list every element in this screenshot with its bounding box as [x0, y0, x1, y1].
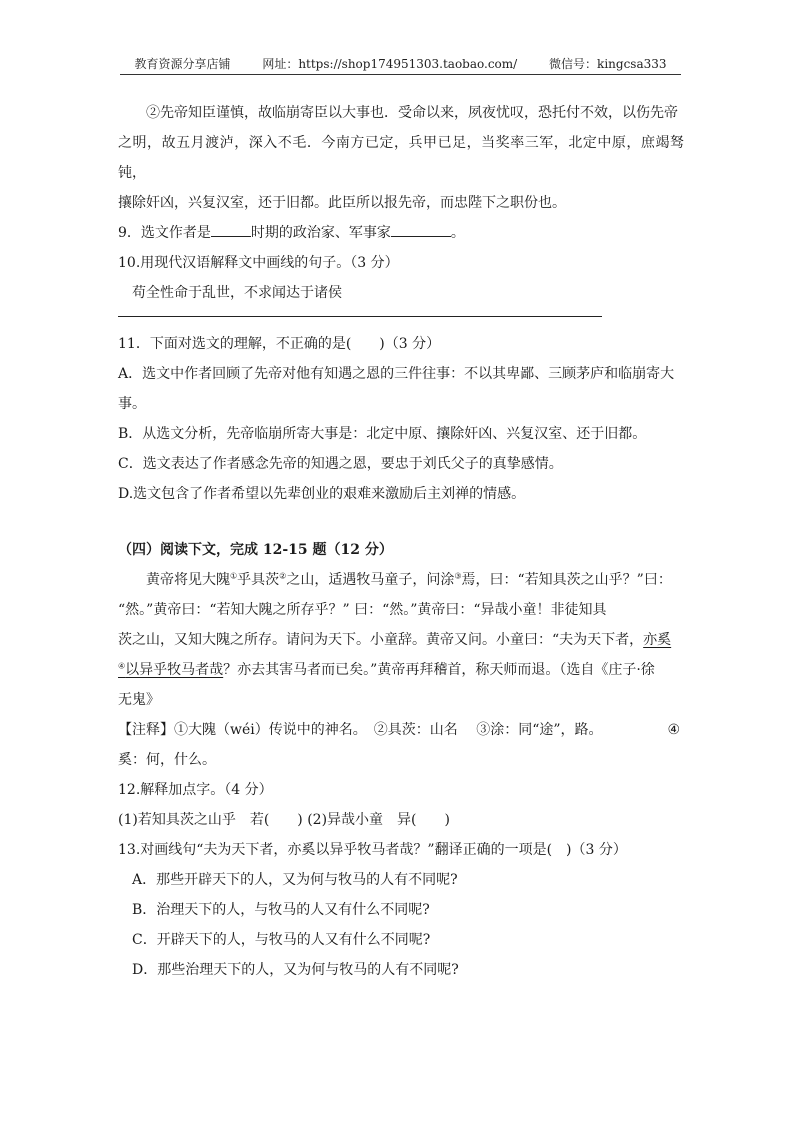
footnote-marker: ④ — [118, 661, 126, 671]
passage-text: 焉，曰：“若知具茨之山乎？”曰： — [461, 572, 672, 588]
option-a — [118, 359, 684, 419]
passage-text: ？亦去其害马者而已矣。”黄帝再拜稽首，称天师而退。（选自《庄子·徐 — [223, 662, 655, 678]
option-b: B．从选文分析，先帝临崩所寄大事是：北定中原、攘除奸凶、兴复汉室、还于旧都。 — [118, 426, 647, 442]
shop-url: 网址：https://shop174951303.taobao.com/ — [262, 57, 518, 71]
classical-passage — [118, 565, 684, 715]
option-a-text: 事。 — [118, 396, 146, 412]
footnote-marker: ② — [279, 571, 287, 581]
passage-text: 无鬼》 — [118, 692, 160, 708]
wechat-id: 微信号：kingcsa333 — [549, 57, 667, 71]
exam-page — [118, 98, 684, 985]
page-header — [120, 56, 681, 72]
passage-paragraph — [118, 98, 684, 218]
question-10-sentence: 苟全性命于乱世，不求闻达于诸侯 — [132, 285, 342, 301]
annotation-line — [118, 715, 684, 745]
passage-text: 黄帝将见大隗 — [146, 572, 230, 588]
passage-line: ②先帝知臣谨慎，故临崩寄臣以大事也．受命以来，夙夜忧叹，恐托付不效，以伤先帝 — [146, 105, 678, 121]
passage-text: “然。”黄帝曰：“若知大隗之所存乎？” 曰：“然。”黄帝曰：“异哉小童！非徒知具 — [118, 602, 607, 618]
passage-text: 乎具茨 — [237, 572, 280, 588]
passage-line: 之明，故五月渡泸，深入不毛．今南方已定，兵甲已足，当奖率三军，北定中原，庶竭驽钝， — [118, 135, 684, 181]
footnote-marker: ① — [230, 571, 238, 581]
annotation-marker: ④ — [667, 722, 680, 738]
option-d: D．那些治理天下的人，又为何与牧马的人有不同呢? — [132, 962, 459, 978]
option-b: B．治理天下的人，与牧马的人又有什么不同呢? — [132, 902, 430, 918]
answer-line[interactable] — [118, 316, 602, 317]
underlined-sentence — [118, 662, 223, 678]
shop-name: 教育资源分享店铺 — [134, 57, 231, 71]
footnote-marker: ③ — [454, 571, 462, 581]
section-title: （四）阅读下文，完成 12-15 题（12 分） — [118, 542, 393, 558]
question-9 — [118, 218, 684, 248]
answer-blank[interactable] — [391, 222, 451, 237]
underlined-sentence: 亦奚 — [643, 632, 672, 648]
annotation-text: 【注释】①大隗（wéi）传说中的神名。 ②具茨：山名 ③涂：同“途”，路。 — [118, 722, 603, 738]
option-a: A．那些开辟天下的人，又为何与牧马的人有不同呢? — [132, 872, 458, 888]
option-d: D.选文包含了作者希望以先辈创业的艰难来激励后主刘禅的情感。 — [118, 486, 526, 502]
question-9-text: 时期的政治家、军事家 — [250, 225, 391, 241]
question-10-stem: 10.用现代汉语解释文中画线的句子。（3 分） — [118, 255, 399, 271]
option-a-text: A．选文中作者回顾了先帝对他有知遇之恩的三件往事：不以其卑鄙、三顾茅庐和临崩寄大 — [118, 366, 675, 382]
option-c: C．开辟天下的人，与牧马的人又有什么不同呢? — [132, 932, 431, 948]
answer-blank[interactable] — [211, 222, 251, 237]
question-9-text: 9．选文作者是 — [118, 225, 211, 241]
section-gap — [118, 509, 684, 535]
passage-text: 之山，适遇牧马童子，问涂 — [286, 572, 455, 588]
question-12-stem: 12.解释加点字。（4 分） — [118, 782, 273, 798]
option-c: C．选文表达了作者感念先帝的知遇之恩，要忠于刘氏父子的真挚感情。 — [118, 456, 563, 472]
question-12-items: (1)若知具茨之山乎 若( ) (2)异哉小童 异( ) — [118, 812, 450, 828]
question-11-stem: 11．下面对选文的理解，不正确的是( )（3 分） — [118, 336, 441, 352]
passage-line: 攘除奸凶，兴复汉室，还于旧都。此臣所以报先帝，而忠陛下之职份也。 — [118, 195, 566, 211]
passage-text: 茨之山，又知大隗之所存。请问为天下。小童辞。黄帝又问。小童曰：“夫为天下者， — [118, 632, 644, 648]
annotation-line: 奚：何，什么。 — [118, 752, 216, 768]
question-9-text: 。 — [450, 225, 465, 241]
question-13-stem: 13.对画线句“夫为天下者，亦奚以异乎牧马者哉？”翻译正确的一项是( )（3 分） — [118, 842, 627, 858]
underlined-text: 以异乎牧马者哉 — [125, 662, 224, 678]
header-divider — [120, 74, 681, 75]
